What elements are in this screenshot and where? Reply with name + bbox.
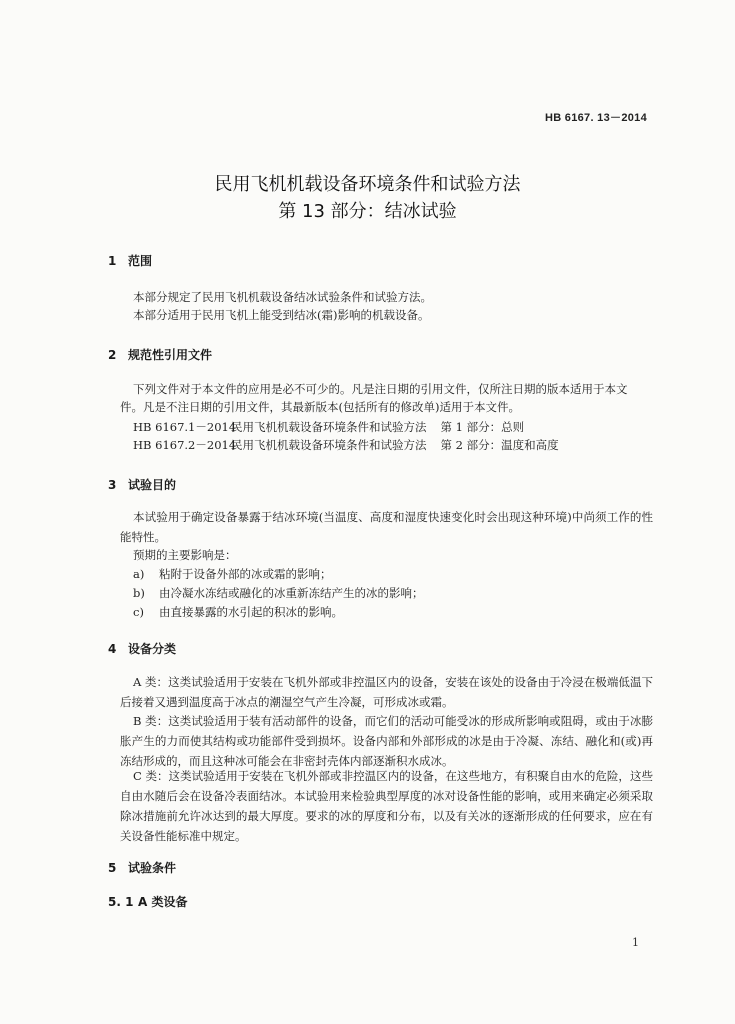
section-title: 试验条件 <box>128 861 177 875</box>
section-number: 2 <box>108 348 117 362</box>
section-title: 规范性引用文件 <box>128 348 213 362</box>
document-title: 民用飞机机载设备环境条件和试验方法 <box>214 174 521 195</box>
list-item <box>133 602 343 622</box>
section-title: 试验目的 <box>128 478 177 492</box>
section-5-heading <box>108 859 176 876</box>
page-number: 1 <box>632 936 639 949</box>
list-item-text: 由冷凝水冻结或融化的冰重新冻结产生的冰的影响； <box>159 586 424 600</box>
section-number: 4 <box>108 642 117 656</box>
section-number: 5 <box>108 861 117 875</box>
paragraph-class-c: C 类：这类试验适用于安装在飞机外部或非控温区内的设备，在这些地方，有积聚自由水的危险，这些自由水随后会在设备冷表面结冰。本试验用来检验典型厚度的冰对设备性能的影响，或用来确定必须采取除冰措施前允许冰达到的最大厚度。要求的冰的厚度和分布，以及有关冰的逐渐形成的任何要求，应在有关设备性能标准中规定。 <box>120 769 653 843</box>
standard-code: HB 6167. 13－2014 <box>544 112 647 124</box>
list-item <box>133 564 332 584</box>
subsection-5-1-heading <box>108 893 187 910</box>
reference-part: 第 2 部分：温度和高度 <box>440 438 559 452</box>
paragraph-line: 件。凡是不注日期的引用文件，其最新版本(包括所有的修改单)适用于本文件。 <box>120 400 520 414</box>
reference-title: 民用飞机机载设备环境条件和试验方法 <box>231 420 427 434</box>
paragraph-line: 下列文件对于本文件的应用是必不可少的。凡是注日期的引用文件，仅所注日期的版本适用于本文 <box>133 382 628 396</box>
section-title: A 类设备 <box>138 895 188 909</box>
list-item-label: a) <box>133 567 145 581</box>
document-subtitle: 第 13 部分：结冰试验 <box>278 201 457 222</box>
section-3-heading <box>108 476 176 493</box>
list-item-label: c) <box>133 605 144 619</box>
paragraph: 本试验用于确定设备暴露于结冰环境(当温度、高度和湿度快速变化时会出现这种环境)中尚须工作的性能特性。 <box>120 510 653 544</box>
reference-part: 第 1 部分：总则 <box>440 420 525 434</box>
paragraph: 本部分规定了民用飞机机载设备结冰试验条件和试验方法。 <box>133 290 432 304</box>
paragraph-class-b: B 类：这类试验适用于装有活动部件的设备，而它们的活动可能受冰的形成所影响或阻碍，或由于冰膨胀产生的力而使其结构或功能部件受到损坏。设备内部和外部形成的冰是由于冷凝、冻结、融化和(或)再冻结形成的，而且这种冰可能会在非密封壳体内部逐渐积水成冰。 <box>120 714 653 768</box>
effects-intro: 预期的主要影响是： <box>133 548 237 562</box>
section-title: 范围 <box>128 254 153 268</box>
list-item-label: b) <box>133 586 145 600</box>
paragraph-class-a: A 类：这类试验适用于安装在飞机外部或非控温区内的设备，安装在该处的设备由于冷浸在极端低温下后接着又遇到温度高于冰点的潮湿空气产生冷凝，可形成冰或霜。 <box>120 675 653 709</box>
list-item-text: 粘附于设备外部的冰或霜的影响； <box>159 567 332 581</box>
reference-code: HB 6167.1－2014 <box>133 420 237 434</box>
reference-item <box>133 417 524 437</box>
reference-title: 民用飞机机载设备环境条件和试验方法 <box>231 438 427 452</box>
section-number: 5. 1 <box>108 895 134 909</box>
reference-code: HB 6167.2－2014 <box>133 438 237 452</box>
paragraph: 本部分适用于民用飞机上能受到结冰(霜)影响的机载设备。 <box>133 308 430 322</box>
list-item <box>133 583 424 603</box>
section-4-heading <box>108 640 176 657</box>
list-item-text: 由直接暴露的水引起的积冰的影响。 <box>159 605 343 619</box>
section-title: 设备分类 <box>128 642 177 656</box>
section-number: 3 <box>108 478 117 492</box>
reference-item <box>133 435 559 455</box>
section-2-heading <box>108 346 212 363</box>
section-1-heading <box>108 252 152 269</box>
section-number: 1 <box>108 254 117 268</box>
